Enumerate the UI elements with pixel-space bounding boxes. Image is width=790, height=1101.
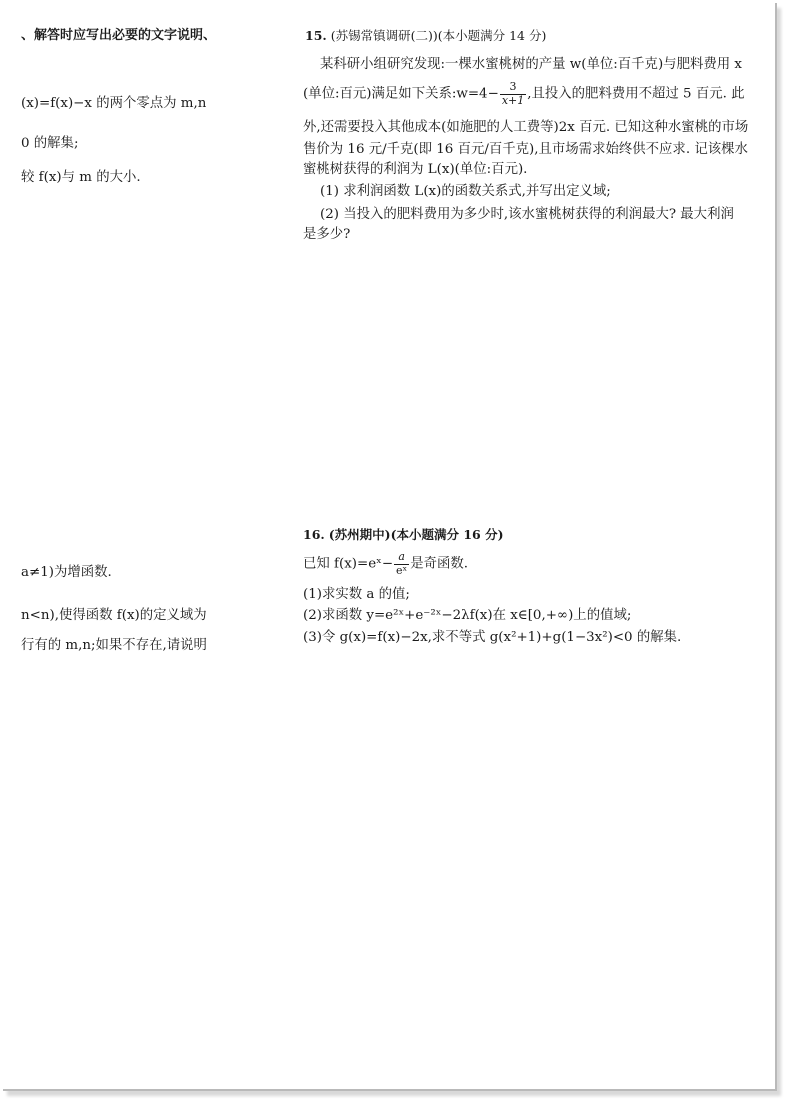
q15-body-line-fraction: (单位:百元)满足如下关系:w=4− $\frac{3}{x+1}$ ,且投入的肥料费用不超过 5 百元. 此 bbox=[303, 80, 745, 107]
left-instruction-line: 、解答时应写出必要的文字说明、 bbox=[21, 28, 217, 43]
question-source: (苏州期中)(本小题满分 16 分) bbox=[328, 527, 504, 542]
q16-body-line-fraction: 已知 f(x)=eˣ− $\frac{a}{\text{eˣ}}$ 是奇函数. bbox=[303, 550, 469, 577]
left-text-line: n<n),使得函数 f(x)的定义域为 bbox=[21, 608, 207, 623]
q15-subquestion-2: (2) 当投入的肥料费用为多少时,该水蜜桃树获得的利润最大? 最大利润 bbox=[320, 207, 734, 222]
exam-page bbox=[3, 3, 777, 1091]
fraction: $\frac{3}{x+1}$ bbox=[501, 80, 525, 107]
q15-body-line: 售价为 16 元/千克(即 16 百元/百千克),且市场需求始终供不应求. 记该棵水 bbox=[303, 142, 748, 157]
q16-subquestion-1: (1)求实数 a 的值; bbox=[303, 587, 410, 602]
question-15-heading bbox=[305, 30, 546, 43]
q15-body-line: 外,还需要投入其他成本(如施肥的人工费等)2x 百元. 已知这种水蜜桃的市场 bbox=[303, 120, 749, 135]
left-text-line: (x)=f(x)−x 的两个零点为 m,n bbox=[21, 96, 207, 111]
question-source: (苏锡常镇调研(二))(本小题满分 14 分) bbox=[330, 28, 547, 43]
left-text-line: a≠1)为增函数. bbox=[21, 565, 112, 580]
q16-subquestion-2: (2)求函数 y=e²ˣ+e⁻²ˣ−2λf(x)在 x∈[0,+∞)上的值域; bbox=[303, 608, 632, 623]
left-text-line: 行有的 m,n;如果不存在,请说明 bbox=[21, 638, 207, 653]
question-number: 15. bbox=[305, 28, 327, 43]
left-text-line: 较 f(x)与 m 的大小. bbox=[21, 170, 141, 185]
fraction: $\frac{a}{\text{eˣ}}$ bbox=[396, 550, 408, 577]
question-number: 16. bbox=[303, 527, 325, 542]
left-text-line: 0 的解集; bbox=[21, 136, 79, 151]
q16-subquestion-3: (3)令 g(x)=f(x)−2x,求不等式 g(x²+1)+g(1−3x²)<0 的解集. bbox=[303, 630, 682, 645]
q15-body-line: 蜜桃树获得的利润为 L(x)(单位:百元). bbox=[303, 162, 528, 177]
question-16-heading bbox=[303, 529, 504, 542]
q15-body-line: 某科研小组研究发现:一棵水蜜桃树的产量 w(单位:百千克)与肥料费用 x bbox=[320, 57, 742, 72]
q15-body-line: 是多少? bbox=[303, 227, 351, 242]
q15-subquestion-1: (1) 求利润函数 L(x)的函数关系式,并写出定义域; bbox=[320, 184, 611, 199]
